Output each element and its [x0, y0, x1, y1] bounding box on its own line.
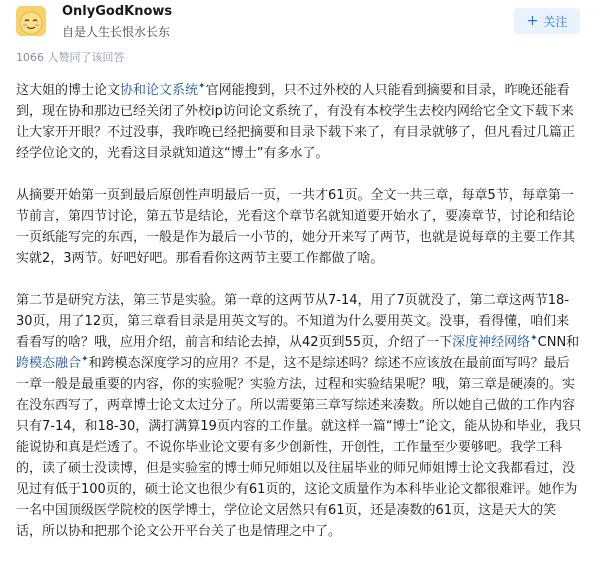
answer-paragraph: [16, 185, 582, 269]
answer-text: 第二节是研究方法，第三节是实验。第一章的这两节从7-14，用了7页就没了，第二章这两节18-30页，用了12页，第三章看目录是用英文写的。不知道为什么要用英文。没事，看得懂，咱们来看看写的啥？哦，应用介绍，前言和结论去掉，从42页到55页，介绍了一下: [16, 293, 570, 350]
answer-text: 这大姐的博士论文: [16, 83, 121, 98]
answer-content: [16, 80, 582, 563]
search-keyword-link[interactable]: 协和论文系统: [120, 83, 199, 98]
answer-text: CNN和: [537, 335, 580, 350]
answer-paragraph: [16, 290, 582, 542]
plus-icon: +: [526, 13, 539, 29]
answer-author-header: [0, 0, 600, 44]
avatar-face-icon: [16, 6, 46, 36]
answer-text: 从摘要开始第一页到最后原创性声明最后一页，一共才61页。全文一共三章，每章5节，每章第一节前言，第四节讨论，第五节是结论，光看这个章节名就知道要开始水了，要凑章节，讨论和结论一页纸能写完的东西，一般是作为最后一小节的，她分开来写了两节，也就是说每章的主要工作其实就2，3两节。好吧好吧。那看看你这两节主要工作都做了啥。: [16, 188, 576, 266]
search-keyword-link[interactable]: 跨模态融合: [16, 356, 82, 371]
follow-button[interactable]: [514, 8, 580, 34]
author-bio: 自是人生长恨水长东: [62, 25, 171, 39]
answer-text: 官网能搜到，只不过外校的人只能看到摘要和目录，昨晚还能看到，现在协和那边已经关闭了外校ip访问论文系统了，有没有本校学生去校内网给它全文下载下来让大家开开眼？不过没事，我昨晚已经把摘要和目录下载下来了，有目录就够了，但凡看过几篇正经学位论文的，光看这目录就知道这“博士”有多水了。: [16, 83, 576, 161]
sparkle-icon: ✦: [198, 81, 206, 92]
author-avatar[interactable]: [16, 6, 46, 36]
follow-button-label: 关注: [543, 14, 568, 29]
author-name[interactable]: OnlyGodKnows: [62, 4, 173, 19]
sparkle-icon: ✦: [530, 333, 538, 344]
upvote-count: 1066 人赞同了该回答: [16, 51, 125, 64]
answer-text: 和跨模态深度学习的应用？不是，这不是综述吗？综述不应该放在最前面写吗？最后一章一般是最重要的内容，你的实验呢？实验方法，过程和实验结果呢？哦，第三章是硬凑的。实在没东西写了，两章博士论文太过分了。所以需要第三章写综述来凑数。所以她自己做的工作内容只有7-14，和18-30，满打满算19页内容的工作量。就这样一篇“博士”论文，能从协和毕业，我只能说协和真是烂透了。不说你毕业论文要有多少创新性，开创性，工作量至少要够吧。我学工科的，读了硕士没读博，但是实验室的博士师兄师姐以及往届毕业的师兄师姐博士论文我都看过，没见过有低于100页的，硕士论文也很少有61页的，这论文质量作为本科毕业论文都很难评。她作为一名中国顶级医学院校的医学博士，学位论文居然只有61页，还是凑数的61页，这是天大的笑话，所以协和把那个论文公开平台关了也是情理之中了。: [16, 356, 582, 539]
search-keyword-link[interactable]: 深度神经网络: [452, 335, 531, 350]
sparkle-icon: ✦: [81, 354, 89, 365]
answer-paragraph: [16, 80, 582, 164]
